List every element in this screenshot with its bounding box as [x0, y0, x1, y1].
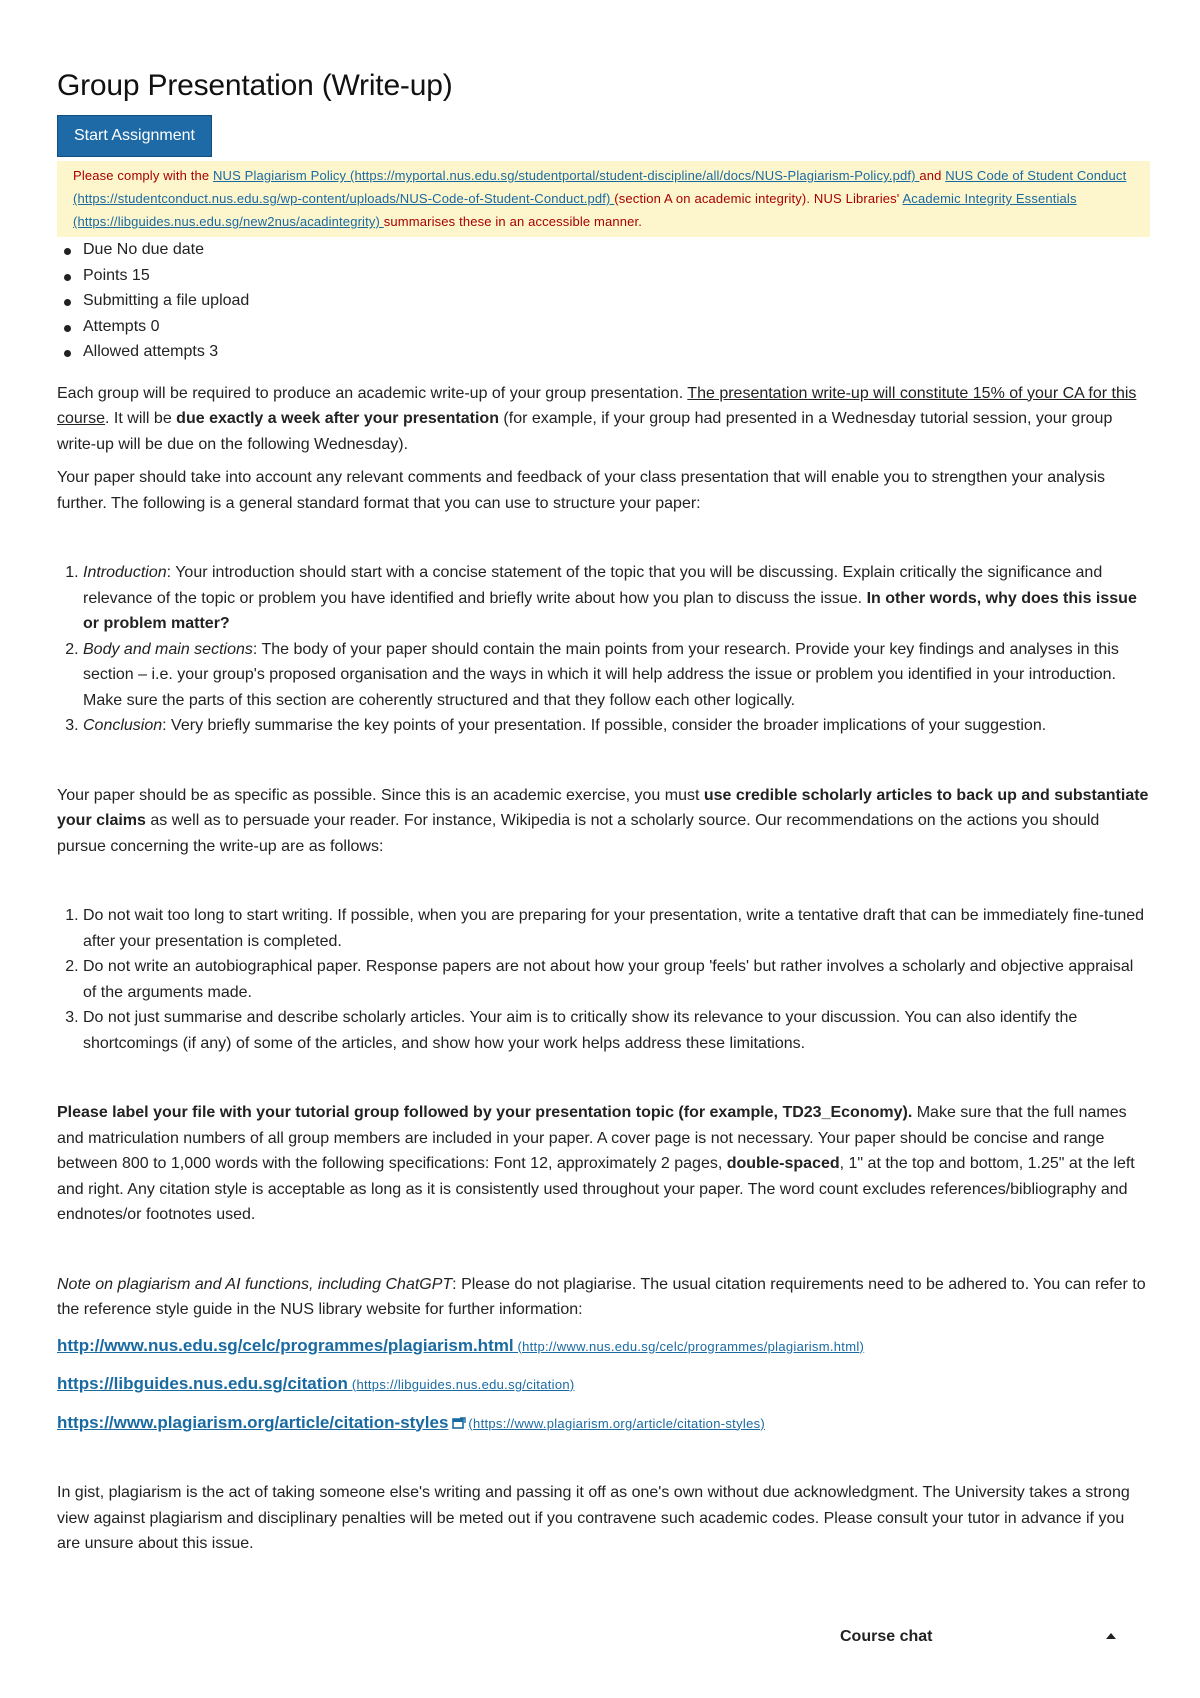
paragraph-specific [57, 783, 1150, 860]
libguides-citation-link[interactable]: https://libguides.nus.edu.sg/citation [57, 1374, 348, 1393]
reference-link-row [57, 1410, 1150, 1437]
list-item [83, 713, 1150, 739]
paragraph-gist: In gist, plagiarism is the act of taking someone else's writing and passing it off as one's own without due acknowledgment. The University takes a strong view against plagiarism and disciplinary penalties will be meted out if you contravene such academic codes. Please consult your tutor in advance if you are unsure about this issue. [57, 1484, 1130, 1552]
structure-list [57, 560, 1150, 739]
start-assignment-button[interactable]: Start Assignment [57, 115, 212, 157]
text: . It will be [105, 410, 177, 427]
chevron-up-icon[interactable] [1106, 1633, 1116, 1639]
text: (for example, if your group had presented in a Wednesday tutorial session, your group write-up will be due on the following Wednesday). [57, 410, 1113, 453]
list-item [83, 560, 1150, 637]
paragraph-labeling [57, 1100, 1150, 1228]
paragraph-structure: Your paper should take into account any relevant comments and feedback of your class presentation that will enable you to strengthen your analysis further. The following is a general standard format that you can use to structure your paper: [57, 469, 1106, 512]
due-date: Due No due date [83, 237, 1150, 263]
assignment-details [57, 237, 1150, 365]
notice-text: and [919, 168, 946, 183]
text: : The body of your paper should contain the main points from your research. Provide your key findings and analyses in this section – i.e. your group's proposed organisation and the ways in which it will help address the issue or problem you identified in your introduction. Make sure the parts of this section are coherently structured and that they follow each other logically. [83, 640, 1119, 709]
celc-plagiarism-url[interactable]: (http://www.nus.edu.sg/celc/programmes/plagiarism.html) [513, 1338, 865, 1354]
text: : Your introduction should start with a concise statement of the topic that you will be discussing. Explain critically the significance and relevance of the topic or problem you have identified and briefly write about how you plan to discuss the issue. [83, 564, 1103, 607]
academic-integrity-link[interactable]: Academic Integrity Essentials [902, 191, 1077, 206]
points: Points 15 [83, 263, 1150, 289]
submission-type: Submitting a file upload [83, 288, 1150, 314]
text: : Very briefly summarise the key points of your presentation. If possible, consider the broader implications of your suggestion. [162, 717, 1047, 734]
text-bold: Please label your file with your tutorial group followed by your presentation topic (for example, TD23_Economy). [57, 1104, 913, 1121]
code-of-conduct-link[interactable]: NUS Code of Student Conduct [945, 168, 1127, 183]
plagiarism-notice [57, 161, 1150, 237]
code-of-conduct-url[interactable]: (https://studentconduct.nus.edu.sg/wp-content/uploads/NUS-Code-of-Student-Conduct.pdf) [73, 191, 615, 206]
list-item: 1. Do not wait too long to start writing. If possible, when you are preparing for your presentation, write a tentative draft that can be immediately fine-tuned after your presentation is completed. [83, 903, 1150, 954]
celc-plagiarism-link[interactable]: http://www.nus.edu.sg/celc/programmes/plagiarism.html [57, 1335, 514, 1355]
text: Each group will be required to produce an academic write-up of your group presentation. [57, 384, 688, 402]
text-italic: Note on plagiarism and AI functions, including ChatGPT [57, 1275, 453, 1293]
paragraph-plagiarism-note [57, 1272, 1150, 1323]
text: as well as to persuade your reader. For instance, Wikipedia is not a scholarly source. Our recommendations on the actions you should pursue concerning the write-up are as follows: [57, 812, 1100, 855]
text-bold: use credible scholarly articles to back up and substantiate your claims [57, 786, 1149, 829]
notice-text: summarises these in an accessible manner. [383, 214, 643, 229]
attempts: Attempts 0 [83, 314, 1150, 340]
course-chat-bar[interactable] [840, 1624, 1120, 1650]
notice-text: Please comply with the [73, 168, 214, 183]
course-chat-label: Course chat [840, 1628, 933, 1645]
text-italic: Body and main sections [83, 640, 253, 658]
text: Make sure that the full names and matriculation numbers of all group members are included in your paper. A cover page is not necessary. Your paper should be concise and range between 800 to 1,000 words with the following specifications: Font 12, approximately 2 pages, [57, 1104, 1127, 1172]
academic-integrity-url[interactable]: (https://libguides.nus.edu.sg/new2nus/acadintegrity) [73, 214, 384, 229]
text-bold: double-spaced [726, 1155, 840, 1172]
reference-link-row [57, 1333, 1150, 1360]
allowed-attempts: Allowed attempts 3 [83, 339, 1150, 365]
list-item: 3. Do not just summarise and describe scholarly articles. Your aim is to critically show its relevance to your discussion. You can also identify the shortcomings (if any) of some of the articles, and show how your work helps address these limitations. [83, 1005, 1150, 1056]
text-underlined: The presentation write-up will constitute 15% of your CA for this course [57, 384, 1137, 427]
text-italic: Conclusion [83, 717, 163, 734]
external-link-icon [452, 1417, 466, 1429]
assignment-page [57, 68, 1150, 1557]
plagiarism-org-url[interactable]: (https://www.plagiarism.org/article/citation-styles) [468, 1415, 766, 1431]
plagiarism-policy-link[interactable]: NUS Plagiarism Policy [213, 168, 347, 183]
paragraph-intro [57, 381, 1150, 458]
text-italic: Introduction [83, 564, 167, 581]
text: Your paper should be as specific as possible. Since this is an academic exercise, you must [57, 786, 704, 804]
list-item [83, 637, 1150, 714]
notice-text: (section A on academic integrity). NUS Libraries' [614, 191, 903, 206]
text: : Please do not plagiarise. The usual citation requirements need to be adhered to. You can refer to the reference style guide in the NUS library website for further information: [57, 1275, 1146, 1318]
text: , 1" at the top and bottom, 1.25" at the left and right. Any citation style is acceptable as long as it is consistently used throughout your paper. The word count excludes references/bibliography and endnotes/or footnotes used. [57, 1155, 1135, 1223]
text-bold: In other words, why does this issue or problem matter? [83, 589, 1137, 632]
libguides-citation-url[interactable]: (https://libguides.nus.edu.sg/citation) [347, 1377, 575, 1392]
recommendations-list [57, 903, 1150, 1056]
list-item: 2. Do not write an autobiographical paper. Response papers are not about how your group 'feels' but rather involves a scholarly and objective appraisal of the arguments made. [83, 954, 1150, 1005]
plagiarism-org-link[interactable]: https://www.plagiarism.org/article/citation-styles [57, 1412, 449, 1432]
reference-link-row [57, 1371, 1150, 1398]
page-title: Group Presentation (Write-up) [57, 69, 453, 102]
plagiarism-policy-url[interactable]: (https://myportal.nus.edu.sg/studentportal/student-discipline/all/docs/NUS-Plagiarism-Policy.pdf) [346, 168, 920, 183]
text-bold: due exactly a week after your presentation [176, 410, 499, 427]
